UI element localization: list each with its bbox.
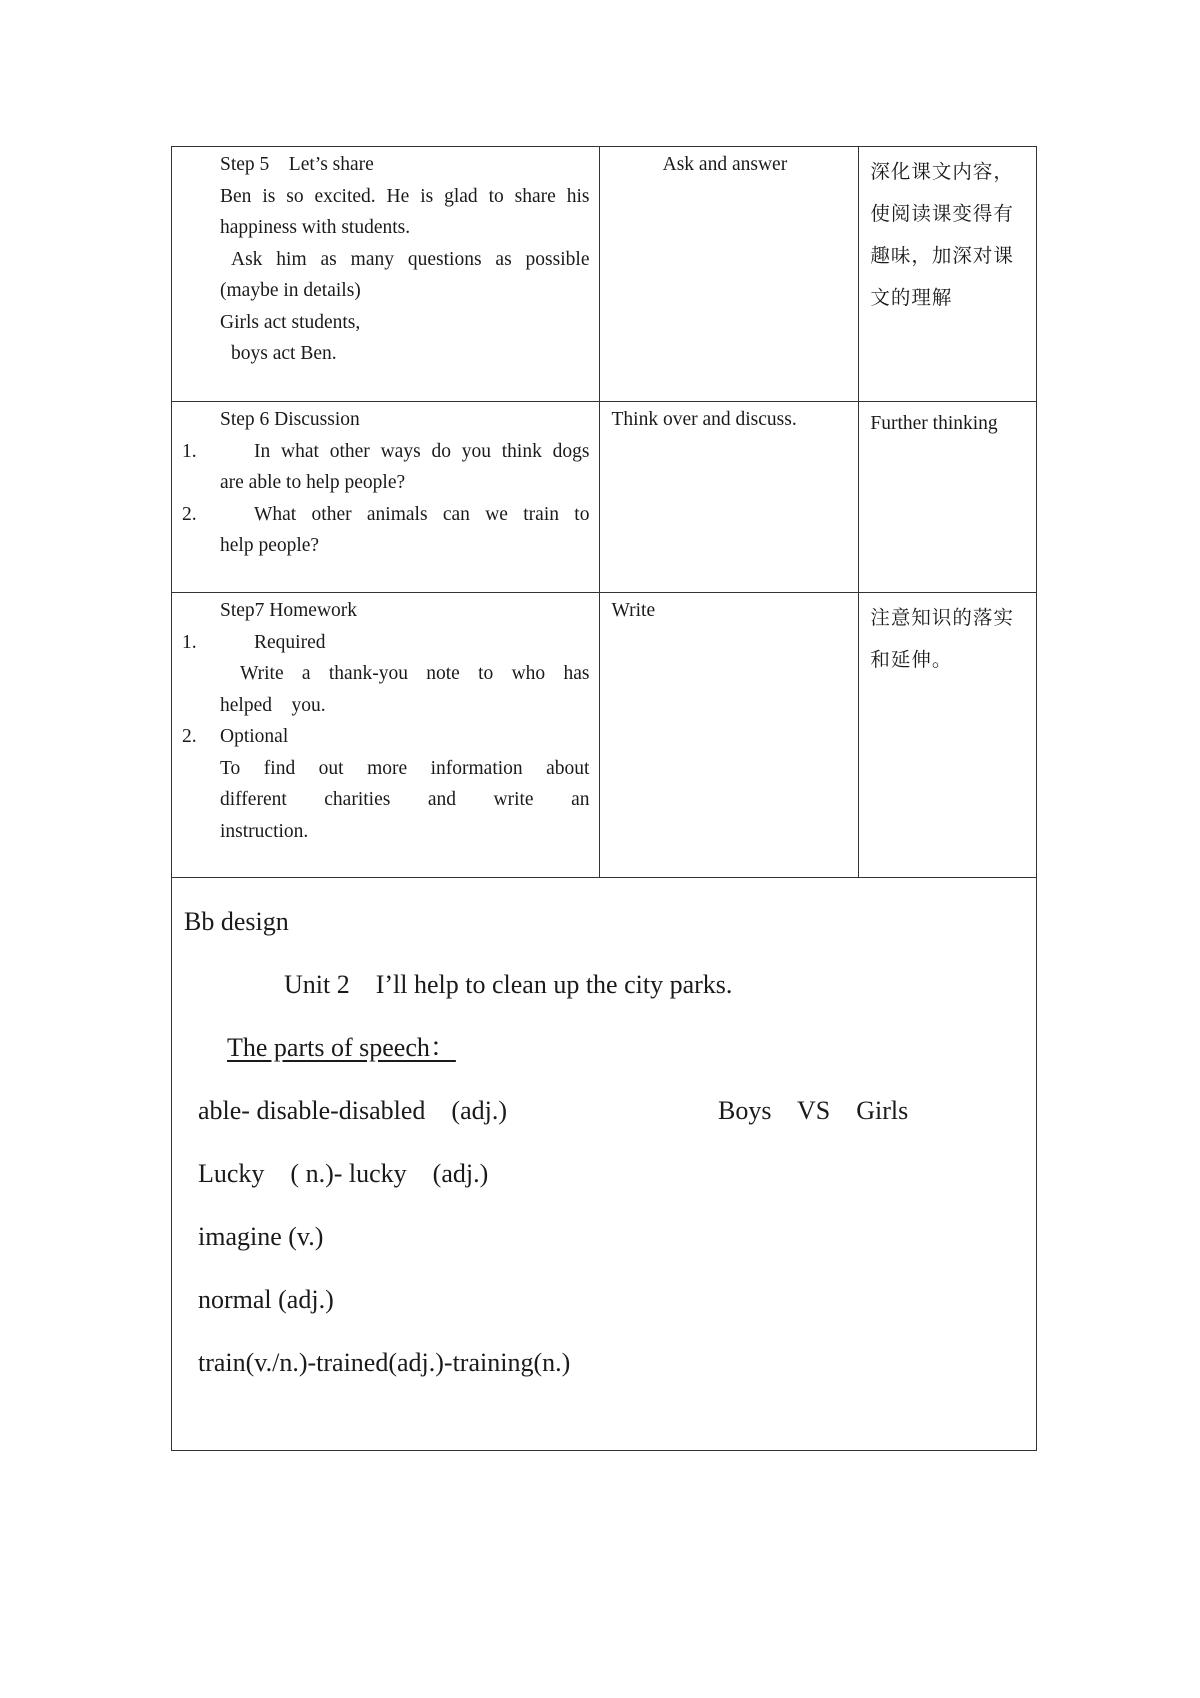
step5-line: (maybe in details) [220, 280, 361, 301]
step6-activity: Think over and discuss. [611, 409, 797, 430]
step6-item-text: are able to help people? [220, 472, 406, 493]
bb-title: Unit 2 I’ll help to clean up the city parks. [284, 970, 733, 999]
step7-item-label: Required [254, 631, 326, 653]
step7-activity: Write [611, 600, 656, 621]
step7-item-text: To find out more information about [220, 757, 590, 779]
bb-word-line [184, 1268, 1024, 1331]
step5-activity-cell [600, 147, 859, 402]
step7-title: Step7 Homework [220, 600, 358, 621]
step5-line: boys act Ben. [231, 343, 337, 364]
bb-word-line [184, 1079, 1024, 1142]
bb-heading: Bb design [184, 907, 289, 936]
step7-item [182, 721, 589, 753]
step7-item-label: Optional [220, 726, 289, 747]
step7-item-text: different charities and write an [220, 789, 590, 810]
bb-side-note: Boys VS Girls [718, 1096, 909, 1125]
step7-procedure-cell [172, 593, 600, 878]
step6-activity-cell [600, 402, 859, 593]
bb-word: imagine (v.) [198, 1222, 324, 1251]
step7-item-text: helped you. [220, 694, 326, 716]
step6-purpose-cell [859, 402, 1037, 593]
step6-procedure-cell [172, 402, 600, 593]
step7-item-text: Write a thank-you note to who has [240, 663, 590, 684]
bb-word: able- disable-disabled (adj.) [198, 1096, 507, 1125]
bb-subheading-row [184, 1016, 1024, 1079]
step5-line: Ask him as many questions as possible [231, 248, 590, 270]
bb-design-row [172, 878, 1037, 1451]
list-number: 2. [182, 503, 197, 525]
step6-purpose: Further thinking [870, 413, 998, 434]
step7-activity-cell [600, 593, 859, 878]
step5-line: happiness with students. [220, 217, 411, 238]
bb-word-line [184, 1205, 1024, 1268]
list-number: 1. [182, 631, 197, 653]
bb-word-line [184, 1331, 1024, 1394]
step6-item-text: In what other ways do you think dogs [254, 440, 590, 462]
step7-row [172, 593, 1037, 878]
list-number: 2. [182, 726, 197, 747]
step5-line: Girls act students, [220, 311, 361, 333]
step7-item [182, 627, 589, 659]
step7-purpose: 注意知识的落实和延伸。 [870, 606, 1014, 671]
step5-purpose: 深化课文内容，使阅读课变得有趣味，加深对课文的理解 [870, 160, 1014, 309]
list-number: 1. [182, 440, 197, 462]
step6-item [182, 436, 589, 468]
bb-word: train(v./n.)-trained(adj.)-training(n.) [198, 1348, 571, 1377]
step6-item-text: What other animals can we train to [254, 503, 590, 525]
step5-procedure-cell [172, 147, 600, 402]
step6-row [172, 402, 1037, 593]
bb-word-line [184, 1142, 1024, 1205]
step5-row [172, 147, 1037, 402]
step5-activity: Ask and answer [662, 154, 788, 175]
step7-purpose-cell [859, 593, 1037, 878]
lesson-plan-table [171, 146, 1037, 1451]
step6-item-text: help people? [220, 535, 320, 556]
bb-design-cell [172, 878, 1037, 1451]
bb-subheading: The parts of speech： [227, 1033, 456, 1062]
bb-word: normal (adj.) [198, 1285, 334, 1314]
bb-word: Lucky ( n.)- lucky (adj.) [198, 1159, 489, 1188]
step7-item-text: instruction. [220, 820, 309, 842]
step5-purpose-cell [859, 147, 1037, 402]
step5-line: Ben is so excited. He is glad to share his [220, 185, 590, 207]
step6-title: Step 6 Discussion [220, 409, 360, 430]
step6-item [182, 499, 589, 531]
step5-title: Step 5 Let’s share [220, 154, 374, 175]
